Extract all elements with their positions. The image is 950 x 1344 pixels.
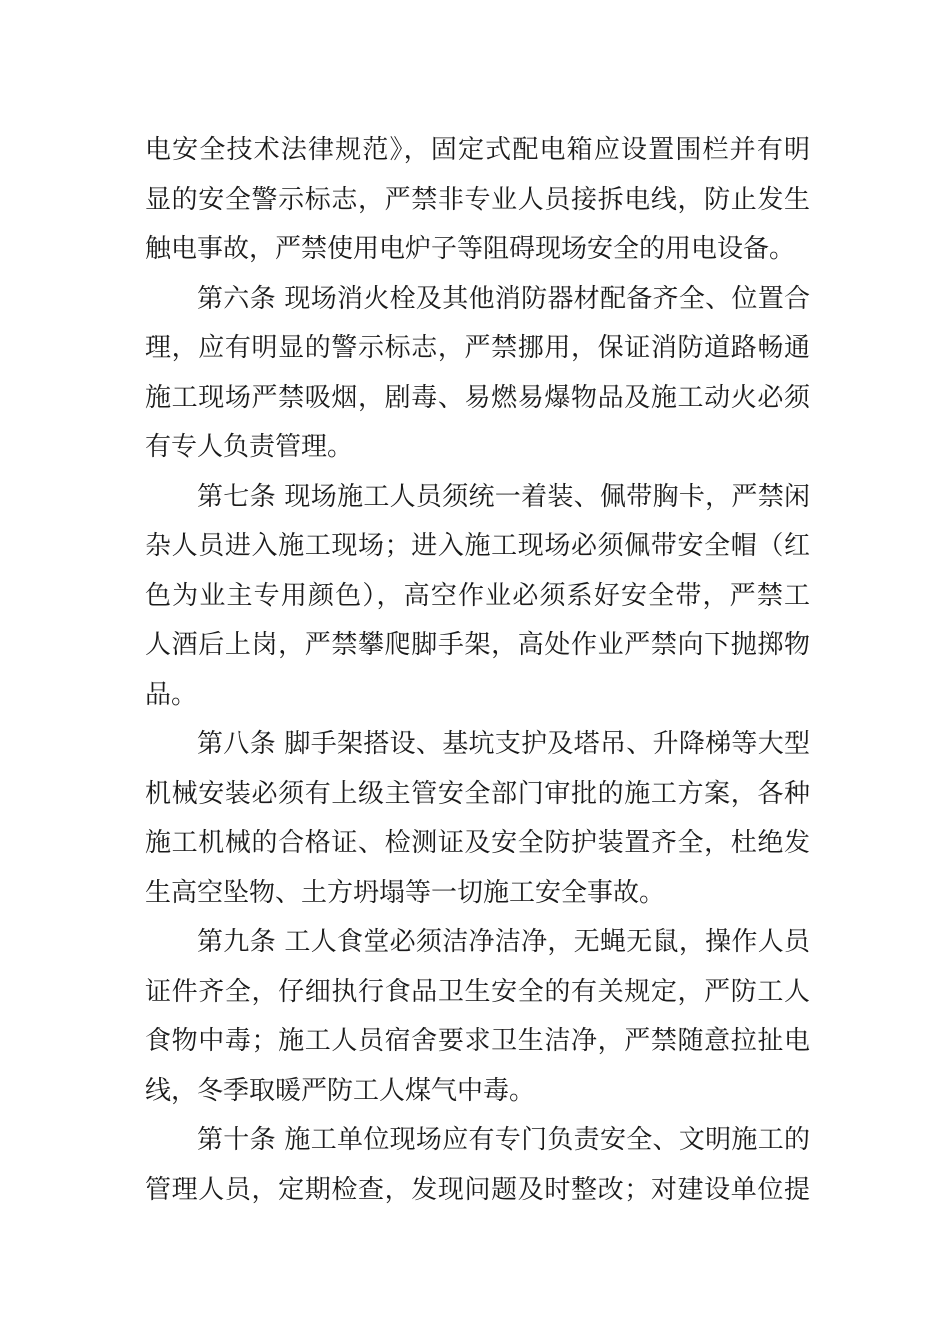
text-line: 显的安全警示标志，严禁非专业人员接拆电线，防止发生 [145,184,810,215]
text-line: 第九条 工人食堂必须洁净洁净，无蝇无鼠，操作人员 [197,927,810,957]
text-line: 证件齐全，仔细执行食品卫生安全的有关规定，严防工人 [145,976,810,1007]
text-line: 品。 [145,679,198,710]
paragraph-article-6 [145,275,810,473]
paragraph-article-9 [145,918,810,1116]
text-line: 食物中毒；施工人员宿舍要求卫生洁净，严禁随意拉扯电 [145,1026,810,1056]
text-line: 色为业主专用颜色），高空作业必须系好安全带，严禁工 [145,580,810,611]
text-line: 第七条 现场施工人员须统一着装、佩带胸卡，严禁闲 [197,481,810,512]
text-line: 生高空坠物、土方坍塌等一切施工安全事故。 [145,877,666,908]
text-line: 第六条 现场消火栓及其他消防器材配备齐全、位置合 [197,283,810,314]
document-body [145,126,810,1215]
paragraph-article-10 [145,1116,810,1215]
text-line: 电安全技术法律规范》，固定式配电箱应设置围栏并有明 [145,135,810,165]
paragraph-continuation [145,126,810,275]
text-line: 机械安装必须有上级主管安全部门审批的施工方案，各种 [145,778,810,809]
text-line: 人酒后上岗，严禁攀爬脚手架，高处作业严禁向下抛掷物 [145,630,810,660]
paragraph-article-7 [145,473,810,721]
text-line: 第八条 脚手架搭设、基坑支护及塔吊、升降梯等大型 [197,729,810,759]
text-line: 理，应有明显的警示标志，严禁挪用，保证消防道路畅通 [145,333,810,363]
text-line: 触电事故，严禁使用电炉子等阻碍现场安全的用电设备。 [145,234,796,264]
text-line: 管理人员，定期检查，发现问题及时整改；对建设单位提 [145,1174,810,1205]
paragraph-article-8 [145,720,810,918]
text-line: 线，冬季取暖严防工人煤气中毒。 [145,1075,536,1106]
text-line: 第十条 施工单位现场应有专门负责安全、文明施工的 [197,1125,810,1155]
text-line: 施工现场严禁吸烟，剧毒、易燃易爆物品及施工动火必须 [145,382,810,413]
text-line: 杂人员进入施工现场；进入施工现场必须佩带安全帽（红 [145,531,810,561]
text-line: 有专人负责管理。 [145,432,354,462]
text-line: 施工机械的合格证、检测证及安全防护装置齐全，杜绝发 [145,828,810,858]
